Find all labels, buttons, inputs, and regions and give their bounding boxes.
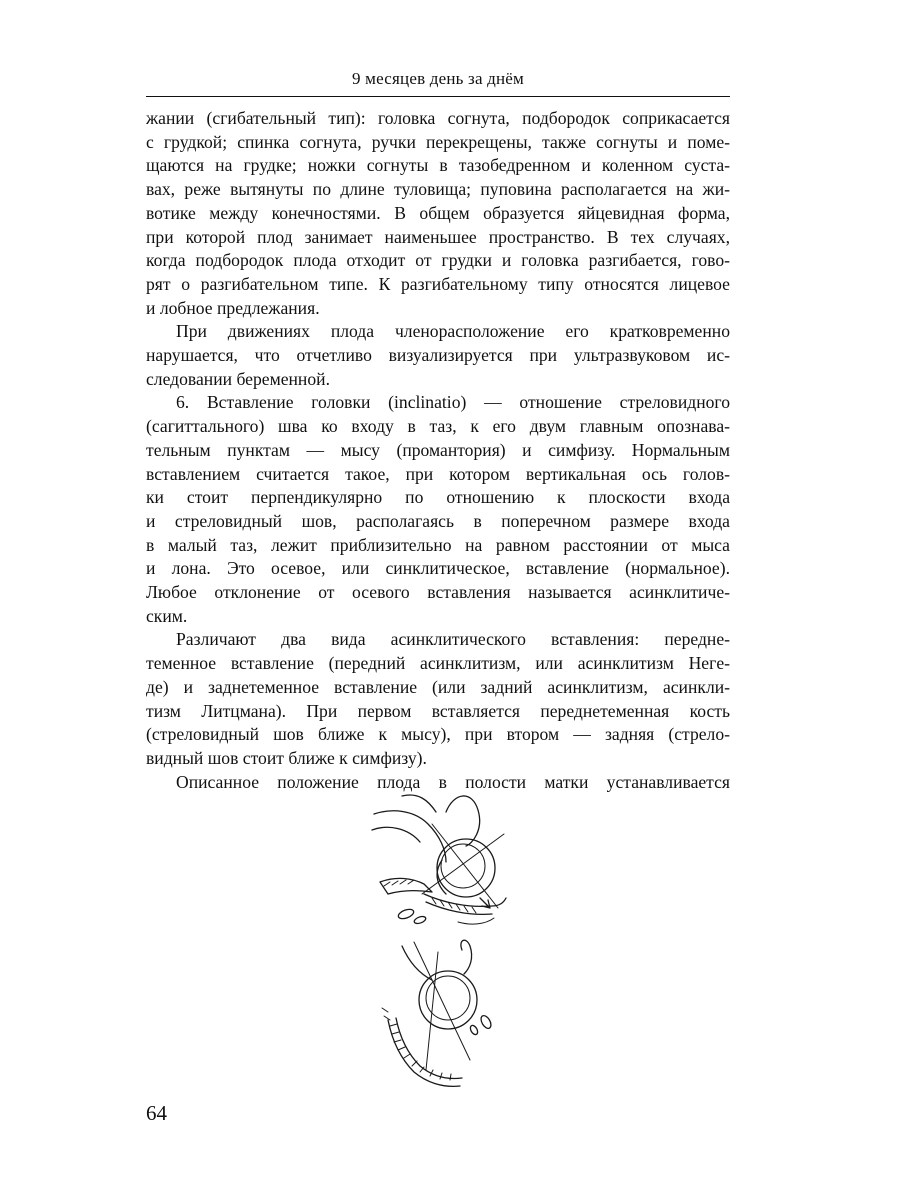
text-line: ки стоит перпендикулярно по отношению к плоскости входа <box>146 487 730 508</box>
paragraph <box>146 391 730 628</box>
text-line: вставлением считается такое, при котором вертикальная ось голов- <box>146 463 730 484</box>
text-line: жании (сгибательный тип): головка согнута, подбородок соприкасается <box>146 108 730 128</box>
text-line: в малый таз, лежит приблизительно на равном расстоянии от мыса <box>146 534 730 555</box>
text-line: когда подбородок плода отходит от грудки и головка разгибается, гово- <box>146 250 730 271</box>
text-line: 6. Вставление головки (inclinatio) — отношение стреловидного <box>176 392 730 413</box>
paragraph <box>146 628 730 770</box>
figure-lower-drawing <box>382 940 493 1086</box>
text-line: Различают два вида асинклитического вставления: передне- <box>176 629 730 650</box>
text-line: ским. <box>146 605 188 626</box>
text-line: с грудкой; спинка согнута, ручки перекрещены, также согнуты и поме- <box>146 131 730 152</box>
header-rule <box>146 96 730 97</box>
text-line: нарушается, что отчетливо визуализируется при ультразвуковом ис- <box>146 345 730 366</box>
text-line: щаются на грудке; ножки согнуты в тазобедренном и коленном суста- <box>146 155 730 176</box>
text-line: и стреловидный шов, располагаясь в поперечном размере входа <box>146 510 730 531</box>
text-line: (стреловидный шов ближе к мысу), при втором — задняя (стрело- <box>146 724 730 745</box>
text-line: следовании беременной. <box>146 368 330 389</box>
text-line: и лобное предлежания. <box>146 297 320 318</box>
text-line: Любое отклонение от осевого вставления называется асинклитиче- <box>146 582 730 603</box>
text-line: и лона. Это осевое, или синклитическое, вставление (нормальное). <box>146 558 730 579</box>
text-line: (сагиттального) шва ко входу в таз, к его двум главным опознава- <box>146 416 730 437</box>
figure-upper-drawing <box>372 795 506 925</box>
text-line: при которой плод занимает наименьшее пространство. В тех случаях, <box>146 226 730 247</box>
text-line: де) и заднетеменное вставление (или задний асинклитизм, асинкли- <box>146 676 730 697</box>
running-head: 9 месяцев день за днём <box>351 69 525 88</box>
text-line: вах, реже вытянуты по длине туловища; пуповина располагается на жи- <box>146 179 730 200</box>
text-line: Описанное положение плода в полости матки устанавливается <box>176 771 730 792</box>
text-line: тизм Литцмана). При первом вставляется переднетеменная кость <box>146 700 730 721</box>
text-line: При движениях плода членорасположение его кратковременно <box>176 321 730 342</box>
text-line: теменное вставление (передний асинклитизм, или асинклитизм Негe- <box>146 653 730 674</box>
text-line: рят о разгибательном типе. К разгибательному типу относятся лицевое <box>146 273 730 294</box>
text-line: вотике между конечностями. В общем образуется яйцевидная форма, <box>146 202 730 223</box>
page-number: 64 <box>146 1101 167 1125</box>
text-line: тельным пунктам — мысу (промантория) и симфизу. Нормальным <box>146 439 730 460</box>
body-text <box>146 107 730 794</box>
text-line: видный шов стоит ближе к симфизу). <box>146 747 427 768</box>
paragraph <box>146 320 730 391</box>
figure-asynclitism <box>362 790 522 1100</box>
paragraph <box>146 107 730 320</box>
